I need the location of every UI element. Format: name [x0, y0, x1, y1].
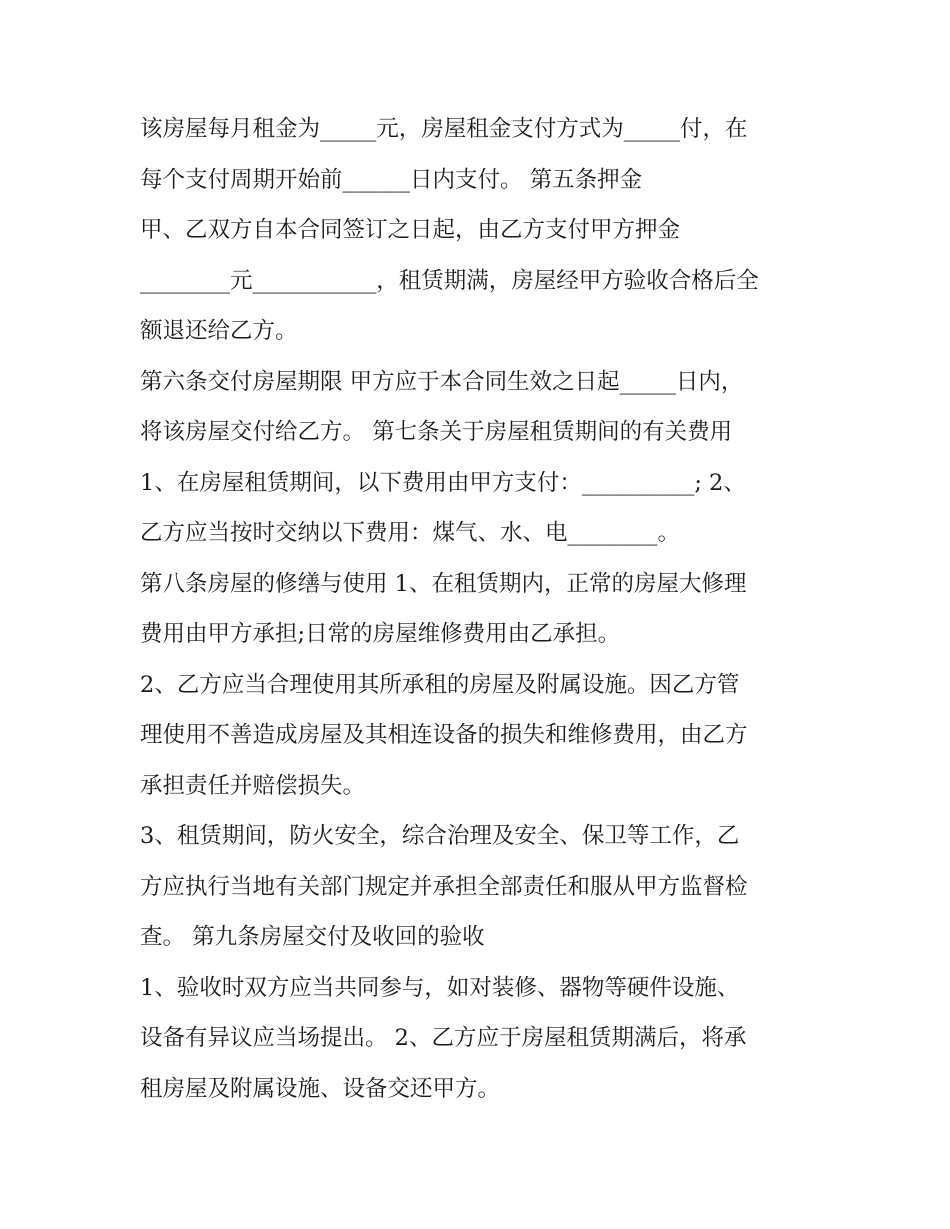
text-line-15: 3、租赁期间，防火安全，综合治理及安全、保卫等工作，乙: [140, 823, 740, 849]
text-line-16: 方应执行当地有关部门规定并承担全部责任和服从甲方监督检: [140, 873, 748, 900]
text-line-6: 第六条交付房屋期限 甲方应于本合同生效之日起_____日内，: [140, 368, 744, 395]
text-line-12: 2、乙方应当合理使用其所承租的房屋及附属设施。因乙方管: [140, 671, 740, 698]
text-line-14: 承担责任并赔偿损失。: [140, 772, 366, 799]
text-line-1: 该房屋每月租金为_____元，房屋租金支付方式为_____付，在: [140, 116, 748, 142]
text-line-20: 租房屋及附属设施、设备交还甲方。: [140, 1075, 501, 1102]
text-line-3: 甲、乙双方自本合同签订之日起，由乙方支付甲方押金: [140, 217, 681, 243]
text-line-2: 每个支付周期开始前______日内支付。 第五条押金: [140, 166, 643, 193]
text-line-17: 查。 第九条房屋交付及收回的验收: [140, 924, 485, 950]
text-line-9: 乙方应当按时交纳以下费用：煤气、水、电________。: [140, 520, 681, 546]
text-line-8: 1、在房屋租赁期间，以下费用由甲方支付：__________; 2、: [140, 469, 746, 496]
text-line-5: 额退还给乙方。: [140, 318, 298, 344]
text-line-13: 理使用不善造成房屋及其相连设备的损失和维修费用，由乙方: [140, 722, 748, 748]
text-line-19: 设备有异议应当场提出。 2、乙方应于房屋租赁期满后，将承: [140, 1025, 747, 1051]
text-line-18: 1、验收时双方应当共同参与，如对装修、器物等硬件设施、: [140, 974, 740, 1001]
text-line-4: ________元___________，租赁期满，房屋经甲方验收合格后全: [140, 267, 759, 294]
text-line-7: 将该房屋交付给乙方。 第七条关于房屋租赁期间的有关费用: [140, 419, 733, 445]
text-line-10: 第八条房屋的修缮与使用 1、在租赁期内，正常的房屋大修理: [140, 570, 747, 597]
text-line-11: 费用由甲方承担;日常的房屋维修费用由乙承担。: [140, 621, 621, 647]
document-page: [140, 104, 820, 1114]
